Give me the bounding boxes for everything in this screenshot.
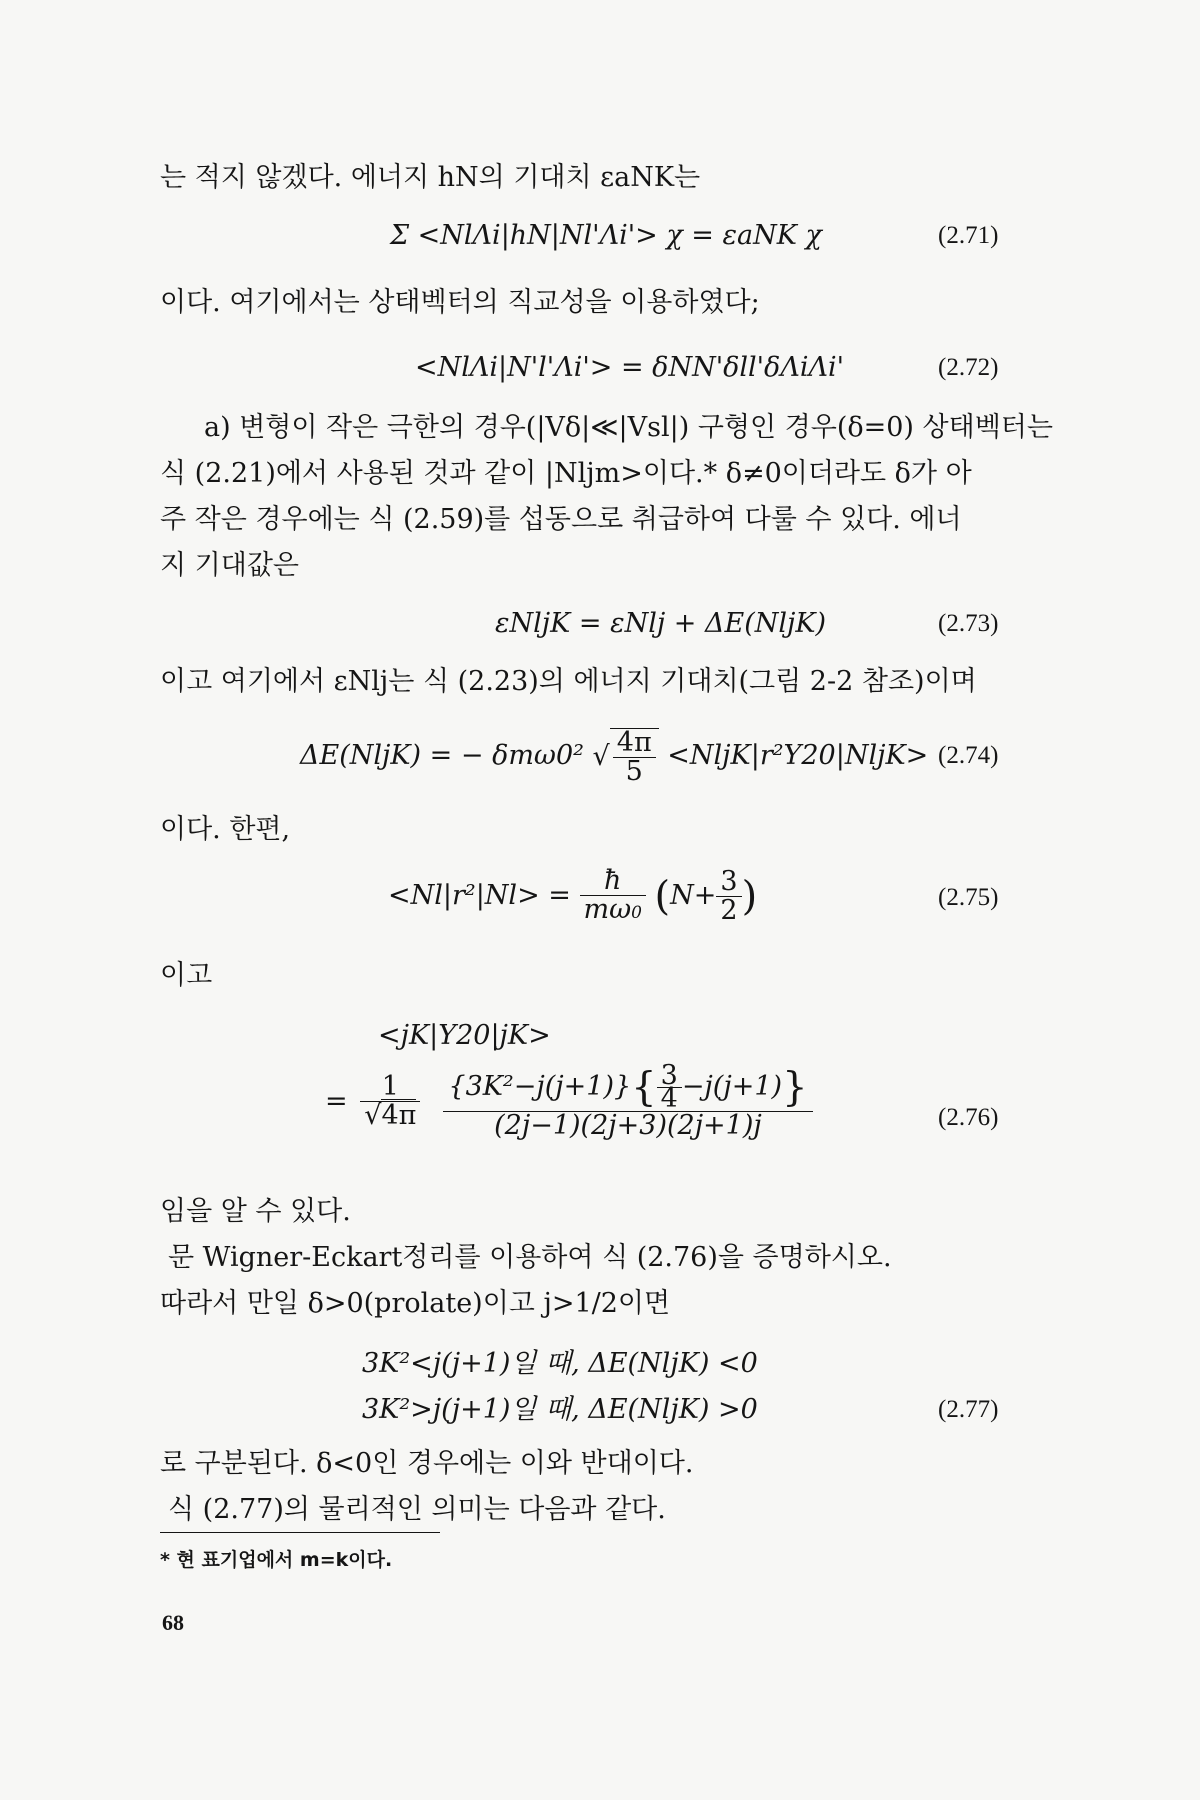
text-line-11: 식 (2.77)의 물리적인 의미는 다음과 같다.: [168, 1494, 666, 1525]
equation-2-76-line-2: = $\frac{1}{√4\pi}$ {3K²−j(j+1)}{ $\frac{3}{4}$ −j(j+1)} (2j−1)(2j+3)(2j+1)j: [325, 1064, 813, 1140]
equation-number-2-77: (2.77): [938, 1396, 999, 1423]
text-line-2: 이다. 여기에서는 상태벡터의 직교성을 이용하였다;: [160, 287, 760, 318]
text-line-8: 문 Wigner-Eckart정리를 이용하여 식 (2.76)을 증명하시오.: [168, 1242, 892, 1273]
footnote-divider: [160, 1532, 440, 1533]
equation-2-77-line-1: 3K²<j(j+1)일 때, ΔE(NljK) <0: [362, 1348, 758, 1379]
text-line-7: 임을 알 수 있다.: [160, 1196, 351, 1227]
text-line-5: 이다. 한편,: [160, 814, 291, 845]
footnote: * 현 표기업에서 m=k이다.: [160, 1549, 393, 1571]
equation-number-2-72: (2.72): [938, 354, 999, 381]
equation-2-74-lhs: ΔE(NljK) = − δmω0²: [300, 740, 584, 771]
text-line-3d: 지 기대값은: [160, 550, 299, 581]
text-line-10: 로 구분된다. δ<0인 경우에는 이와 반대이다.: [160, 1448, 694, 1479]
equation-2-76-line-1: <jK|Y20|jK>: [378, 1020, 551, 1051]
equation-2-77-line-2: 3K²>j(j+1)일 때, ΔE(NljK) >0: [362, 1394, 758, 1425]
text-line-3b: 식 (2.21)에서 사용된 것과 같이 |Nljm>이다.* δ≠0이더라도 δ가 아: [160, 458, 972, 489]
equation-number-2-76: (2.76): [938, 1104, 999, 1131]
equation-number-2-73: (2.73): [938, 610, 999, 637]
equation-2-74-rhs: <NljK|r²Y20|NljK>: [667, 740, 929, 771]
equation-number-2-75: (2.75): [938, 884, 999, 911]
equation-number-2-74: (2.74): [938, 742, 999, 769]
text-line-1: 는 적지 않겠다. 에너지 hN의 기대치 εaNK는: [160, 162, 701, 193]
equation-2-74: [300, 726, 928, 787]
text-line-6: 이고: [160, 960, 213, 991]
equation-2-75: <Nl|r²|Nl> = $\frac{ħ}{m\omega 0}$ (N+ $\frac{3}{2}$ ): [388, 864, 758, 926]
equation-2-75-lhs: <Nl|r²|Nl> =: [388, 880, 571, 911]
equation-2-73: εNljK = εNlj + ΔE(NljK): [495, 608, 827, 639]
equation-2-71: Σ <NlΛi|hN|Nl'Λi'> χ = εaNK χ: [390, 220, 822, 251]
text-line-3c: 주 작은 경우에는 식 (2.59)를 섭동으로 취급하여 다룰 수 있다. 에너: [160, 504, 962, 535]
text-line-4: 이고 여기에서 εNlj는 식 (2.23)의 에너지 기대치(그림 2-2 참조)이며: [160, 666, 977, 697]
equation-2-72: <NlΛi|N'l'Λi'> = δNN'δll'δΛiΛi': [415, 352, 845, 383]
text-line-9: 따라서 만일 δ>0(prolate)이고 j>1/2이면: [160, 1288, 671, 1319]
page-number: 68: [162, 1610, 184, 1635]
sqrt-sign: √ $\frac{4\pi}{5}$: [593, 727, 659, 787]
equation-number-2-71: (2.71): [938, 222, 999, 249]
text-line-3a: a) 변형이 작은 극한의 경우(|Vδ|≪|Vsl|) 구형인 경우(δ=0) 상태벡터는: [204, 412, 1053, 443]
